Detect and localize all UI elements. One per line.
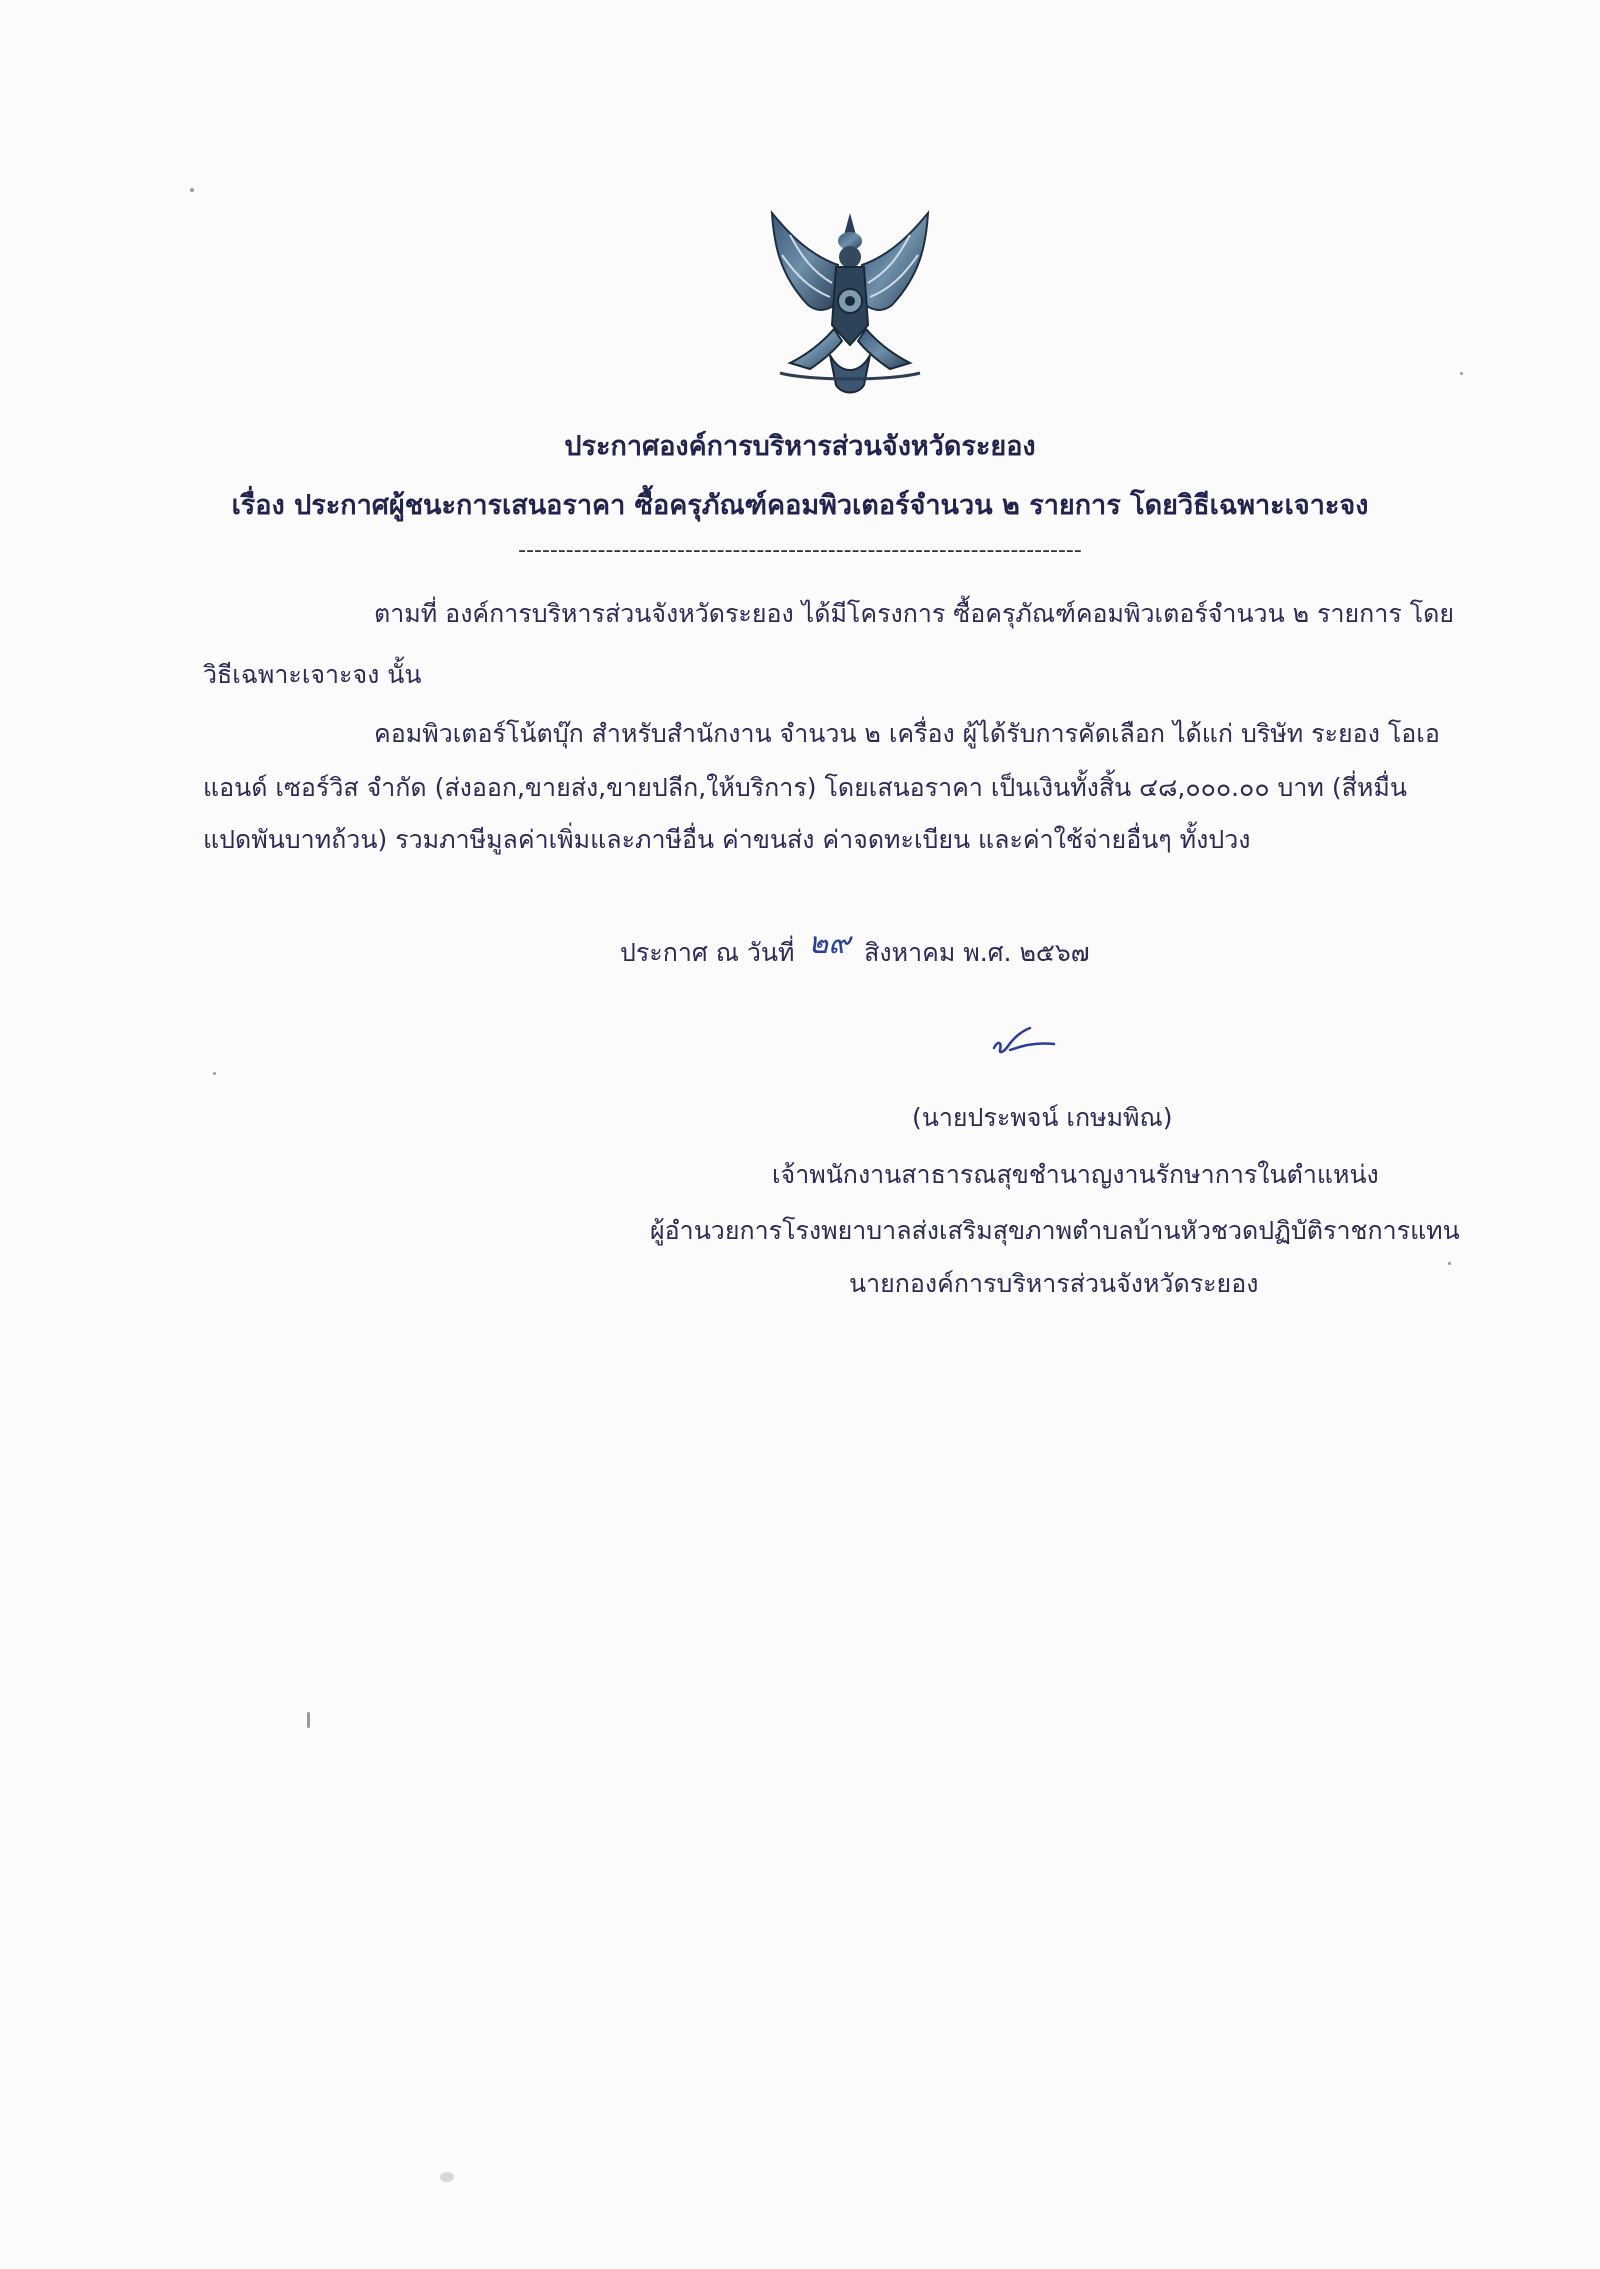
paragraph-2-line-2: แอนด์ เซอร์วิส จำกัด (ส่งออก,ขายส่ง,ขายปลีก,ให้บริการ) โดยเสนอราคา เป็นเงินทั้งสิ้น ๔๘,๐๐๐.๐๐ บาท (สี่หมื่น xyxy=(203,773,1407,802)
scan-speck xyxy=(440,2172,454,2182)
title-divider: ----------------------------------------------------------------------- xyxy=(518,538,1082,563)
date-prefix: ประกาศ ณ วันที่ xyxy=(620,938,795,967)
announcement-title: ประกาศองค์การบริหารส่วนจังหวัดระยอง xyxy=(564,431,1036,462)
scan-speck xyxy=(307,1712,310,1728)
date-month-year: สิงหาคม พ.ศ. ๒๕๖๗ xyxy=(864,938,1090,967)
signatory-name: (นายประพจน์ เกษมพิณ) xyxy=(912,1103,1173,1132)
signatory-position-line-3: นายกองค์การบริหารส่วนจังหวัดระยอง xyxy=(849,1269,1259,1298)
scan-speck xyxy=(1460,372,1463,375)
signatory-position-line-1: เจ้าพนักงานสาธารณสุขชำนาญงานรักษาการในตำแหน่ง xyxy=(772,1160,1379,1189)
announcement-date xyxy=(620,928,1090,975)
paragraph-1-line-1: ตามที่ องค์การบริหารส่วนจังหวัดระยอง ได้มีโครงการ ซื้อครุภัณฑ์คอมพิวเตอร์จำนวน ๒ รายการ โดย xyxy=(374,599,1455,628)
paragraph-2-line-3: แปดพันบาทถ้วน) รวมภาษีมูลค่าเพิ่มและภาษีอื่น ค่าขนส่ง ค่าจดทะเบียน และค่าใช้จ่ายอื่นๆ ทั้งปวง xyxy=(203,825,1251,854)
announcement-subject: เรื่อง ประกาศผู้ชนะการเสนอราคา ซื้อครุภัณฑ์คอมพิวเตอร์จำนวน ๒ รายการ โดยวิธีเฉพาะเจาะจง xyxy=(231,490,1369,521)
paragraph-2-line-1: คอมพิวเตอร์โน้ตบุ๊ก สำหรับสำนักงาน จำนวน ๒ เครื่อง ผู้ได้รับการคัดเลือก ได้แก่ บริษัท ระยอง โอเอ xyxy=(374,719,1440,748)
scan-speck xyxy=(1448,1262,1451,1265)
paragraph-1-line-2: วิธีเฉพาะเจาะจง นั้น xyxy=(203,660,422,689)
signature-icon xyxy=(990,1022,1060,1062)
date-day-handwritten: ๒๙ xyxy=(808,926,851,961)
signatory-position-line-2: ผู้อำนวยการโรงพยาบาลส่งเสริมสุขภาพตำบลบ้านหัวชวดปฏิบัติราชการแทน xyxy=(650,1216,1460,1245)
scan-speck xyxy=(213,1072,216,1075)
scan-speck xyxy=(190,188,194,192)
garuda-emblem-icon xyxy=(750,205,950,405)
